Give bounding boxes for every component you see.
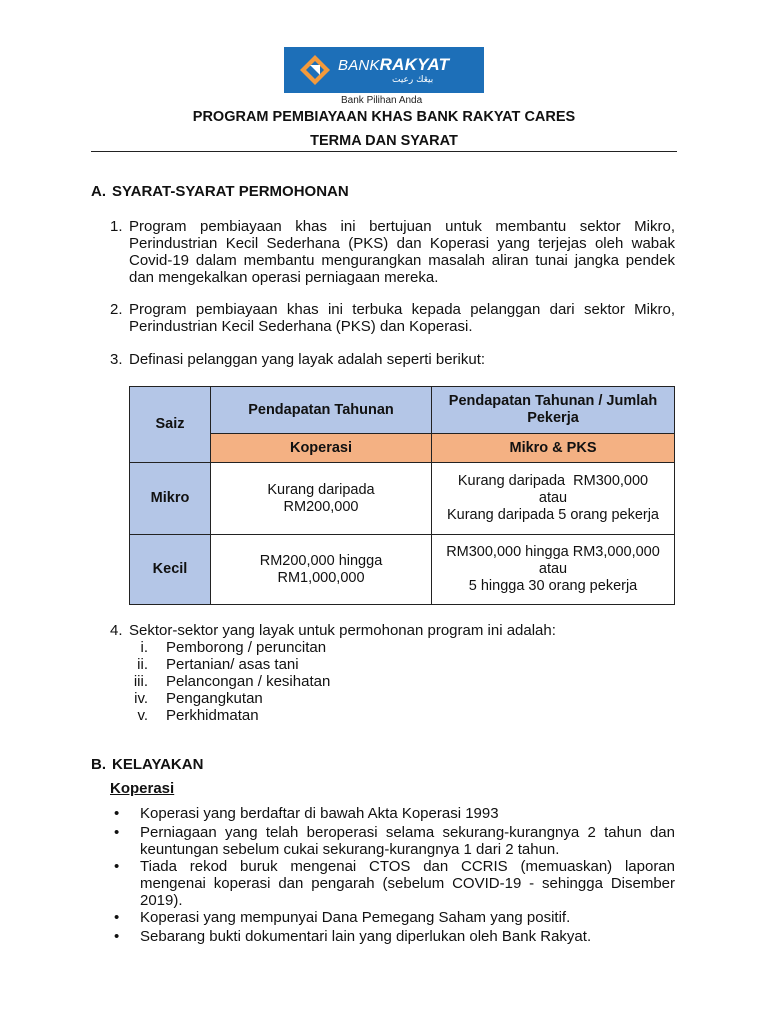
cell-line: RM200,000 bbox=[283, 498, 359, 515]
cell-line: atau bbox=[538, 561, 568, 577]
table-header-size: Saiz bbox=[130, 387, 211, 463]
item-text: Sektor-sektor yang layak untuk permohonan program ini adalah: bbox=[129, 622, 556, 639]
sector-numeral: i. bbox=[140, 639, 148, 656]
sector-label: Pemborong / peruncitan bbox=[166, 639, 327, 656]
table-row bbox=[130, 463, 675, 535]
title-divider bbox=[91, 151, 677, 152]
bullet-icon: • bbox=[114, 824, 120, 841]
item-number: 4. bbox=[110, 622, 123, 639]
koperasi-subheading: Koperasi bbox=[110, 780, 175, 797]
bullet-icon: • bbox=[114, 858, 120, 875]
sector-label: Pelancongan / kesihatan bbox=[166, 673, 331, 690]
sector-numeral: iv. bbox=[134, 690, 148, 707]
logo-tagline: Bank Pilihan Anda bbox=[341, 95, 423, 106]
cell-line: Kurang daripada bbox=[267, 481, 375, 498]
cell-line: 5 hingga 30 orang pekerja bbox=[468, 578, 638, 594]
cell-line: Kurang daripada RM300,000 bbox=[457, 473, 649, 489]
section-a-title: SYARAT-SYARAT PERMOHONAN bbox=[112, 183, 349, 200]
bullet-text: Koperasi yang berdaftar di bawah Akta Koperasi 1993 bbox=[140, 805, 499, 822]
item-number: 1. bbox=[110, 218, 123, 235]
section-b-title: KELAYAKAN bbox=[112, 756, 204, 773]
item-number: 3. bbox=[110, 351, 123, 368]
cell-line: RM300,000 hingga RM3,000,000 bbox=[446, 544, 660, 560]
sector-label: Perkhidmatan bbox=[166, 707, 259, 724]
table-cell-size: Mikro bbox=[130, 463, 211, 535]
item-text: Program pembiayaan khas ini terbuka kepada pelanggan dari sektor Mikro, Perindustrian Kecil Sederhana (PKS) dan Koperasi. bbox=[129, 301, 675, 335]
table-cell-mikro-pks bbox=[432, 535, 675, 605]
bullet-icon: • bbox=[114, 928, 120, 945]
cell-line: Kurang daripada 5 orang pekerja bbox=[446, 507, 659, 523]
table-header-revenue: Pendapatan Tahunan bbox=[211, 387, 432, 434]
table-cell-koperasi bbox=[211, 463, 432, 535]
bullet-text: Koperasi yang mempunyai Dana Pemegang Saham yang positif. bbox=[140, 909, 571, 926]
bank-rakyat-logo bbox=[284, 47, 484, 93]
logo-wordmark: BANKRAKYAT bbox=[338, 55, 450, 74]
bullet-text: Tiada rekod buruk mengenai CTOS dan CCRIS (memuaskan) laporan mengenai koperasi dan pengarah (sebelum COVID-19 - sehingga Disember 2019). bbox=[140, 858, 675, 909]
item-text: Program pembiayaan khas ini bertujuan untuk membantu sektor Mikro, Perindustrian Kecil Sederhana (PKS) dan Koperasi yang terjejas oleh wabak Covid-19 dalam membantu mengurangkan masalah aliran tunai jangka pendek dan mengekalkan operasi perniagaan mereka. bbox=[129, 218, 675, 286]
bullet-icon: • bbox=[114, 909, 120, 926]
bullet-text: Perniagaan yang telah beroperasi selama sekurang-kurangnya 2 tahun dan keuntungan sebelum cukai sekurang-kurangnya 1 dari 2 tahun. bbox=[140, 824, 675, 858]
sector-label: Pengangkutan bbox=[166, 690, 263, 707]
document-subtitle: TERMA DAN SYARAT bbox=[310, 133, 458, 149]
cell-line: atau bbox=[538, 490, 568, 506]
table-header-revenue-staff: Pendapatan Tahunan / Jumlah Pekerja bbox=[432, 387, 675, 434]
section-a-letter: A. bbox=[91, 183, 106, 200]
bullet-icon: • bbox=[114, 805, 120, 822]
document-title: PROGRAM PEMBIAYAAN KHAS BANK RAKYAT CARES bbox=[192, 109, 576, 125]
table-subheader-koperasi: Koperasi bbox=[211, 434, 432, 463]
item-text: Definasi pelanggan yang layak adalah seperti berikut: bbox=[129, 351, 486, 368]
cell-line: RM1,000,000 bbox=[277, 569, 365, 586]
cell-line: RM200,000 hingga bbox=[259, 552, 383, 569]
bank-rakyat-emblem-icon bbox=[298, 53, 332, 87]
sector-numeral: iii. bbox=[133, 673, 148, 690]
sector-label: Pertanian/ asas tani bbox=[166, 656, 299, 673]
sector-numeral: ii. bbox=[137, 656, 148, 673]
table-cell-size: Kecil bbox=[130, 535, 211, 605]
table-cell-mikro-pks bbox=[432, 463, 675, 535]
sector-numeral: v. bbox=[137, 707, 148, 724]
section-b-letter: B. bbox=[91, 756, 106, 773]
eligibility-table bbox=[129, 386, 675, 605]
item-number: 2. bbox=[110, 301, 123, 318]
logo-jawi-text: بيڠك رعيت bbox=[392, 75, 434, 85]
bullet-text: Sebarang bukti dokumentari lain yang diperlukan oleh Bank Rakyat. bbox=[140, 928, 592, 945]
table-subheader-mikro-pks: Mikro & PKS bbox=[432, 434, 675, 463]
table-cell-koperasi bbox=[211, 535, 432, 605]
table-row bbox=[130, 535, 675, 605]
